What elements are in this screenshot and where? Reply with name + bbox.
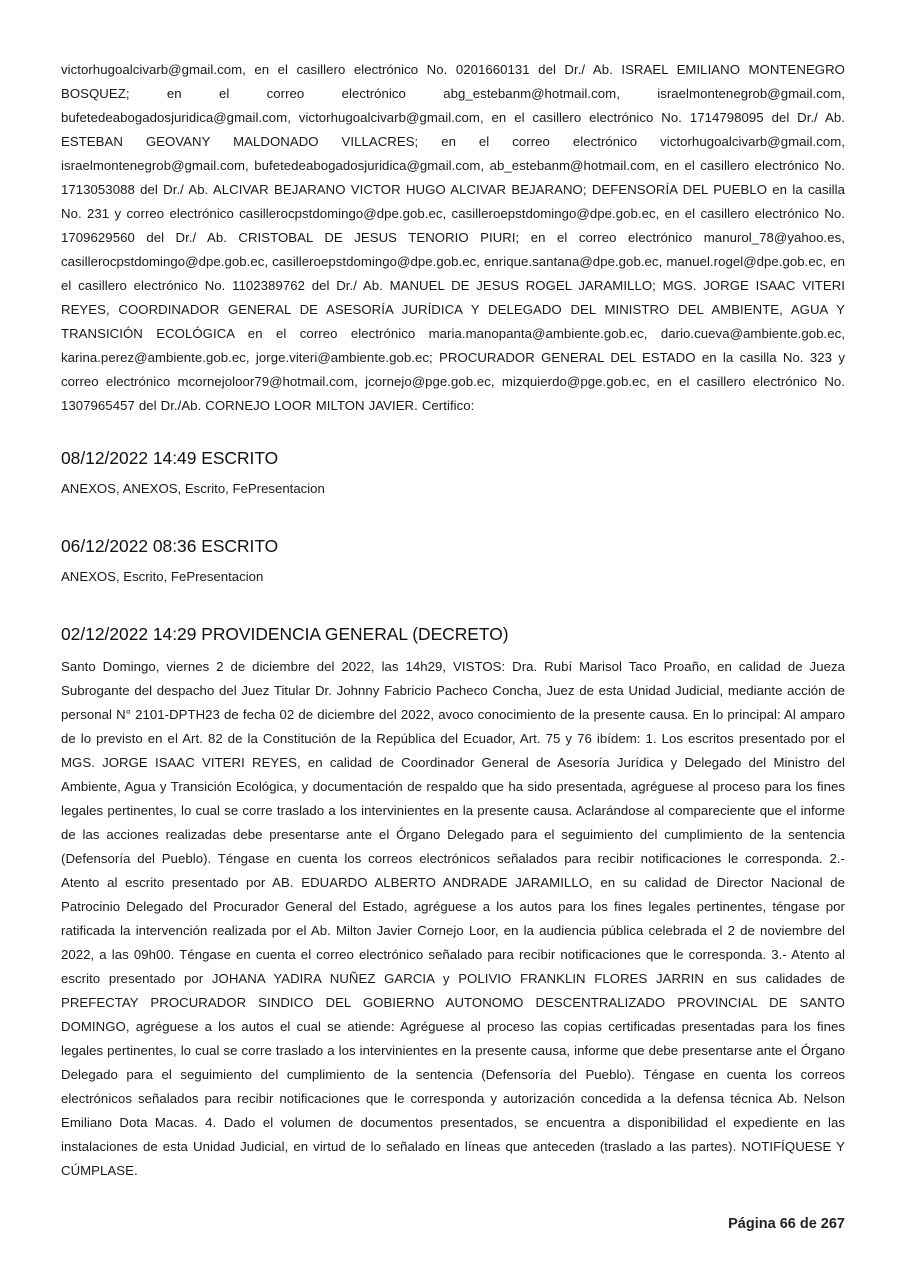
document-page (61, 58, 845, 1183)
entry-detail: ANEXOS, Escrito, FePresentacion (61, 569, 264, 584)
entry-title: 08/12/2022 14:49 ESCRITO (61, 448, 279, 468)
page-number: Página 66 de 267 (728, 1216, 845, 1232)
entry-detail: ANEXOS, ANEXOS, Escrito, FePresentacion (61, 481, 325, 496)
entry-title: 06/12/2022 08:36 ESCRITO (61, 536, 279, 556)
entry-title: 02/12/2022 14:29 PROVIDENCIA GENERAL (DECRETO) (61, 624, 509, 644)
entry-body: Santo Domingo, viernes 2 de diciembre del 2022, las 14h29, VISTOS: Dra. Rubí Marisol Taco Proaño, en calidad de Jueza Subrogante del despacho del Juez Titular Dr. Johnny Fabricio Pacheco Concha, Juez de esta Unidad Judicial, mediante acción de personal N° 2101-DPTH23 de fecha 02 de diciembre del 2022, avoco conocimiento de la presente causa. En lo principal: Al amparo de lo previsto en el Art. 82 de la Constitución de la República del Ecuador, Art. 75 y 76 ibídem: 1. Los escritos presentado por el MGS. JORGE ISAAC VITERI REYES, en calidad de Coordinador General de Asesoría Jurídica y Delegado del Ministro del Ambiente, Agua y Transición Ecológica, y documentación de respaldo que ha sido presentada, agréguese al proceso para los fines legales pertinentes, lo cual se corre traslado a los intervinientes en la presente causa. Aclarándose al compareciente que el informe de las acciones realizadas debe presentarse ante el Órgano Delegado para el seguimiento del cumplimiento de la sentencia (Defensoría del Pueblo). Téngase en cuenta los correos electrónicos señalados para recibir notificaciones le corresponda. 2.- Atento al escrito presentado por AB. EDUARDO ALBERTO ANDRADE JARAMILLO, en su calidad de Director Nacional de Patrocinio Delegado del Procurador General del Estado, agréguese a los autos para los fines legales pertinentes, téngase por ratificada la intervención realizada por el Ab. Milton Javier Cornejo Loor, en la audiencia pública celebrada el 2 de noviembre del 2022, a las 09h00. Téngase en cuenta el correo electrónico señalado para recibir notificaciones que le corresponda. 3.- Atento al escrito presentado por JOHANA YADIRA NUÑEZ GARCIA y POLIVIO FRANKLIN FLORES JARRIN en sus calidades de PREFECTAY PROCURADOR SINDICO DEL GOBIERNO AUTONOMO DESCENTRALIZADO PROVINCIAL DE SANTO DOMINGO, agréguese a los autos el cual se atiende: Agréguese al proceso las copias certificadas presentadas para los fines legales pertinentes, lo cual se corre traslado a los intervinientes en la presente causa, informe que debe presentarse ante el Órgano Delegado para el seguimiento del cumplimiento de la sentencia (Defensoría del Pueblo). Téngase en cuenta los correos electrónicos señalados para recibir notificaciones que le corresponda y autorización concedida a la defensa técnica Ab. Nelson Emiliano Dota Macas. 4. Dado el volumen de documentos presentados, se encuentra a disponibilidad el expediente en las instalaciones de esta Unidad Judicial, en virtud de lo señalado en líneas que anteceden (traslado a las partes). NOTIFÍQUESE Y CÚMPLASE. (61, 659, 845, 1178)
intro-paragraph: victorhugoalcivarb@gmail.com, en el casillero electrónico No. 0201660131 del Dr./ Ab. ISRAEL EMILIANO MONTENEGRO BOSQUEZ; en el correo electrónico abg_estebanm@hotmail.com, israelmontenegrob@gmail.com, bufetedeabogadosjuridica@gmail.com, victorhugoalcivarb@gmail.com, en el casillero electrónico No. 1714798095 del Dr./ Ab. ESTEBAN GEOVANY MALDONADO VILLACRES; en el correo electrónico victorhugoalcivarb@gmail.com, israelmontenegrob@gmail.com, bufetedeabogadosjuridica@gmail.com, ab_estebanm@hotmail.com, en el casillero electrónico No. 1713053088 del Dr./ Ab. ALCIVAR BEJARANO VICTOR HUGO ALCIVAR BEJARANO; DEFENSORÍA DEL PUEBLO en la casilla No. 231 y correo electrónico casillerocpstdomingo@dpe.gob.ec, casilleroepstdomingo@dpe.gob.ec, en el casillero electrónico No. 1709629560 del Dr./ Ab. CRISTOBAL DE JESUS TENORIO PIURI; en el correo electrónico manurol_78@yahoo.es, casillerocpstdomingo@dpe.gob.ec, casilleroepstdomingo@dpe.gob.ec, enrique.santana@dpe.gob.ec, manuel.rogel@dpe.gob.ec, en el casillero electrónico No. 1102389762 del Dr./ Ab. MANUEL DE JESUS ROGEL JARAMILLO; MGS. JORGE ISAAC VITERI REYES, COORDINADOR GENERAL DE ASESORÍA JURÍDICA Y DELEGADO DEL MINISTRO DEL AMBIENTE, AGUA Y TRANSICIÓN ECOLÓGICA en el correo electrónico maria.manopanta@ambiente.gob.ec, dario.cueva@ambiente.gob.ec, karina.perez@ambiente.gob.ec, jorge.viteri@ambiente.gob.ec; PROCURADOR GENERAL DEL ESTADO en la casilla No. 323 y correo electrónico mcornejoloor79@hotmail.com, jcornejo@pge.gob.ec, mizquierdo@pge.gob.ec, en el casillero electrónico No. 1307965457 del Dr./Ab. CORNEJO LOOR MILTON JAVIER. Certifico: (61, 62, 845, 413)
